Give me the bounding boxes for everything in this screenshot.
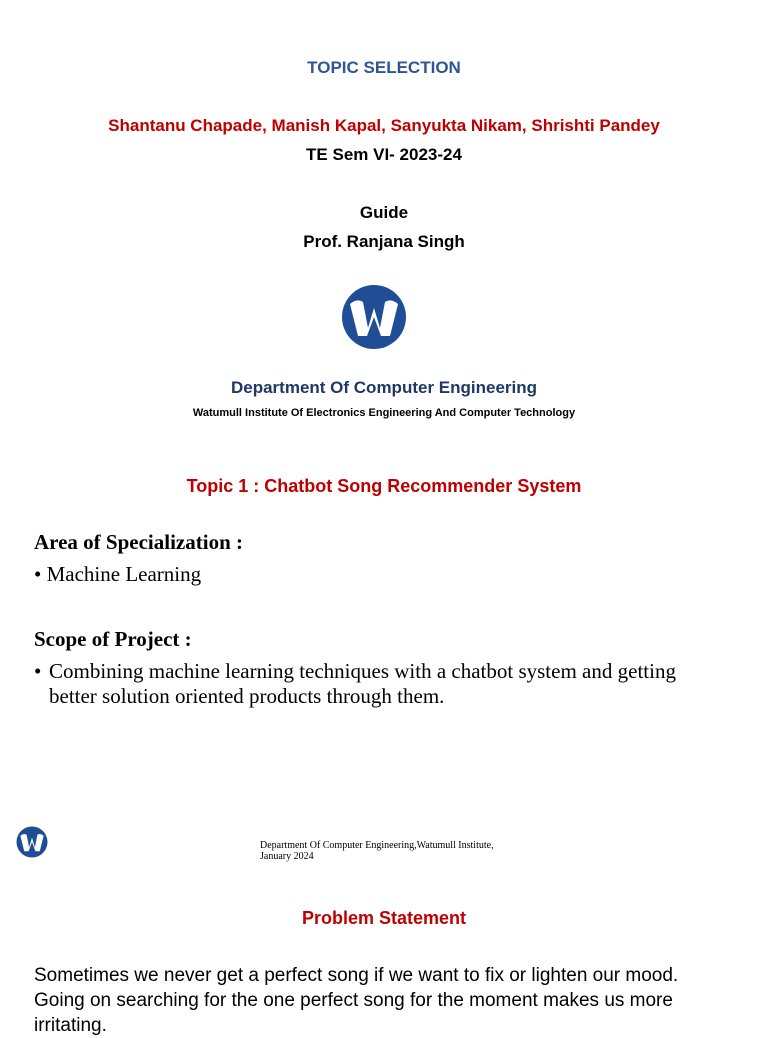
area-bullet-text: Machine Learning [46,562,202,586]
scope-bullet-text: Combining machine learning techniques with a chatbot system and getting better solution oriented products through them. [49,659,676,708]
bullet-dot: • [34,562,47,586]
bullet-dot: • [34,659,42,683]
watumull-logo-small-icon [16,826,48,858]
topic-heading: Topic 1 : Chatbot Song Recommender System [186,476,582,496]
problem-statement-title: Problem Statement [301,908,467,928]
scope-heading: Scope of Project : [34,627,192,651]
scope-bullet [34,659,684,709]
topic-selection-title: TOPIC SELECTION [307,58,461,77]
watumull-logo-icon [341,284,407,350]
area-heading: Area of Specialization : [34,530,243,554]
semester-line: TE Sem VI- 2023-24 [306,145,462,164]
problem-statement-text: Sometimes we never get a perfect song if we want to fix or lighten our mood. Going on searching for the one perfect song for the moment makes us more irritating. [34,965,679,1036]
department-name: Department Of Computer Engineering [230,378,538,397]
guide-label: Guide [359,203,409,222]
area-bullet [34,562,201,587]
institute-name: Watumull Institute Of Electronics Engineering And Computer Technology [192,407,576,419]
slide-footer: Department Of Computer Engineering,Watumull Institute, January 2024 [260,840,494,862]
authors-line: Shantanu Chapade, Manish Kapal, Sanyukta Nikam, Shrishti Pandey [108,116,660,135]
guide-name: Prof. Ranjana Singh [303,232,465,251]
